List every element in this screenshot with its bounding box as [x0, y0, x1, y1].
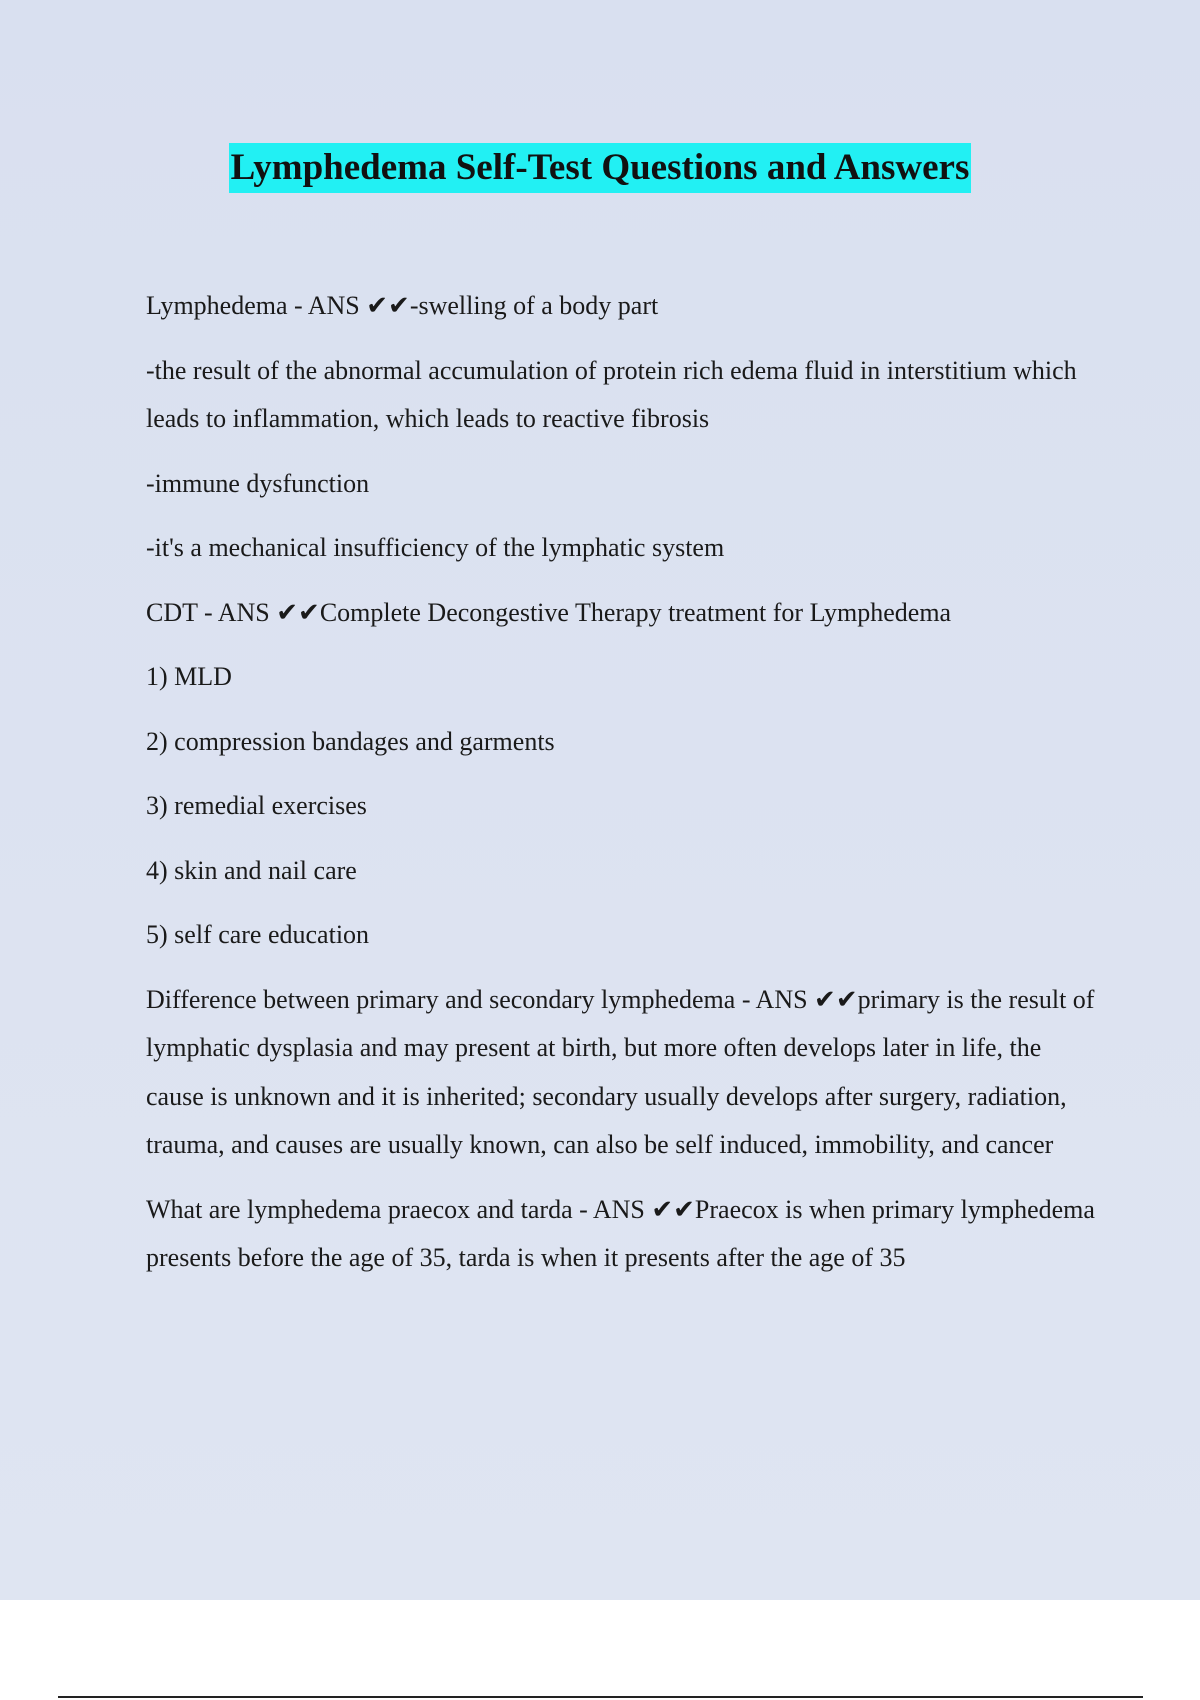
paragraph-lymphedema-answer: Lymphedema - ANS ✔✔-swelling of a body part — [146, 291, 659, 320]
document-body — [146, 282, 1096, 1299]
paragraph-primary-secondary: Difference between primary and secondary lymphedema - ANS ✔✔primary is the result of lymphatic dysplasia and may present at birth, but more often develops later in life, the cause is unknown and it is inherited; secondary usually develops after surgery, radiation, trauma, and causes are usually known, can also be self induced, immobility, and cancer — [146, 984, 1095, 1159]
page-title: Lymphedema Self-Test Questions and Answers — [229, 143, 972, 193]
paragraph-mechanical-insufficiency: -it's a mechanical insufficiency of the lymphatic system — [146, 533, 725, 562]
paragraph-immune-dysfunction: -immune dysfunction — [146, 468, 370, 498]
list-item-self-care: 5) self care education — [146, 920, 370, 949]
paragraph-praecox-tarda: What are lymphedema praecox and tarda - ANS ✔✔Praecox is when primary lymphedema presents before the age of 35, tarda is when it presents after the age of 35 — [146, 1194, 1095, 1272]
list-item-compression: 2) compression bandages and garments — [146, 726, 555, 756]
list-item-exercises: 3) remedial exercises — [146, 791, 367, 820]
list-item-mld: 1) MLD — [146, 662, 232, 691]
list-item-skin-care: 4) skin and nail care — [146, 855, 357, 885]
paragraph-cdt-answer: CDT - ANS ✔✔Complete Decongestive Therapy treatment for Lymphedema — [146, 597, 952, 627]
footer-divider — [58, 1696, 1143, 1698]
paragraph-abnormal-accumulation: -the result of the abnormal accumulation of protein rich edema fluid in interstitium which leads to inflammation, which leads to reactive fibrosis — [146, 355, 1077, 433]
title-container — [0, 143, 1200, 193]
